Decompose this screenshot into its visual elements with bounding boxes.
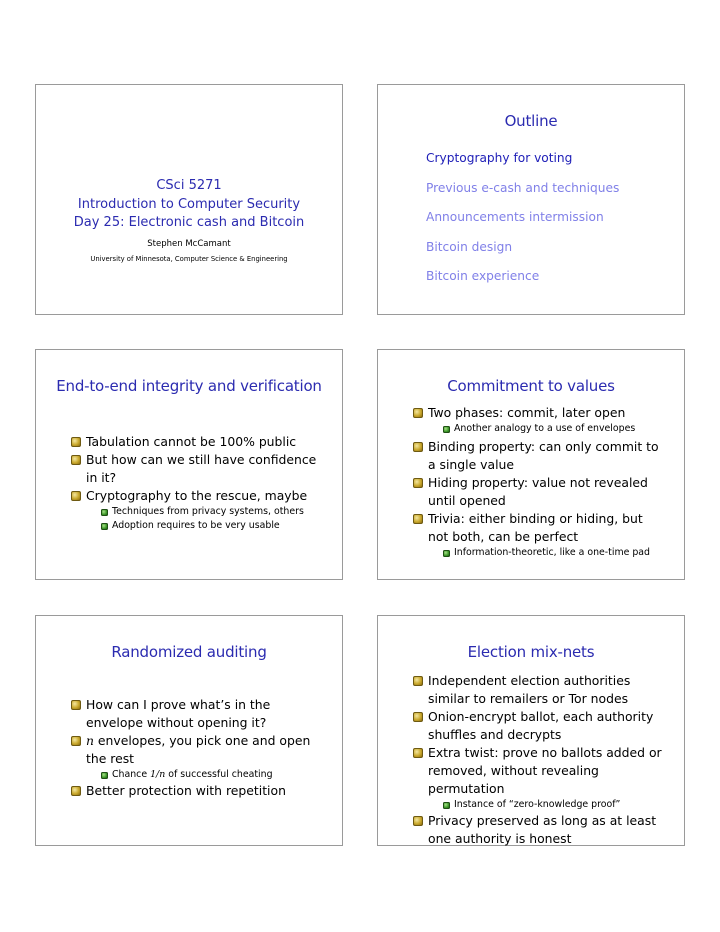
list-item: Privacy preserved as long as at least one authority is honest	[413, 812, 663, 848]
sub-list-item: Another analogy to a use of envelopes	[413, 422, 663, 436]
sub-list-item: Techniques from privacy systems, others	[71, 505, 321, 519]
sub-bullet-icon	[443, 802, 450, 809]
bullet-icon	[413, 478, 423, 488]
slide-commitment	[377, 349, 685, 580]
sub-list-item: Information-theoretic, like a one-time pad	[413, 546, 663, 560]
list-item: How can I prove what’s in the envelope without opening it?	[71, 696, 321, 732]
math-variable: n	[86, 733, 94, 748]
bullet-icon	[413, 712, 423, 722]
outline-item: Bitcoin design	[426, 239, 513, 254]
list-item: Onion-encrypt ballot, each authority shuffles and decrypts	[413, 708, 663, 744]
sub-list-item: Chance 1/n of successful cheating	[71, 768, 321, 782]
outline-item: Bitcoin experience	[426, 269, 540, 284]
list-item: But how can we still have confidence in it?	[71, 451, 321, 487]
sub-list-item: Instance of “zero-knowledge proof”	[413, 798, 663, 812]
author: Stephen McCamant	[147, 238, 231, 249]
slide-heading: Commitment to values	[447, 377, 615, 395]
bullet-icon	[413, 676, 423, 686]
slide-heading: Randomized auditing	[111, 643, 267, 661]
list-item: Independent election authorities similar to remailers or Tor nodes	[413, 672, 663, 708]
slide-title	[35, 84, 343, 315]
sub-bullet-icon	[443, 550, 450, 557]
math-fraction: 1/n	[150, 769, 166, 780]
bullet-icon	[413, 816, 423, 826]
bullet-icon	[71, 491, 81, 501]
slide-auditing	[35, 615, 343, 846]
bullet-list	[413, 404, 663, 560]
bullet-icon	[71, 786, 81, 796]
bullet-icon	[71, 455, 81, 465]
bullet-icon	[71, 736, 81, 746]
slide-heading: Outline	[504, 112, 558, 130]
slide-outline	[377, 84, 685, 315]
bullet-icon	[413, 748, 423, 758]
outline-item: Previous e-cash and techniques	[426, 180, 620, 195]
slide-mixnets	[377, 615, 685, 846]
slide-heading: End-to-end integrity and verification	[56, 377, 322, 395]
title-block	[36, 177, 342, 263]
bullet-list	[71, 433, 321, 533]
course-number: CSci 5271	[156, 178, 222, 193]
list-item: Extra twist: prove no ballots added or removed, without revealing permutation	[413, 744, 663, 798]
slide-heading: Election mix-nets	[467, 643, 595, 661]
list-item: Tabulation cannot be 100% public	[71, 433, 321, 451]
sub-bullet-icon	[101, 523, 108, 530]
sub-bullet-icon	[101, 509, 108, 516]
lecture-title: Day 25: Electronic cash and Bitcoin	[73, 215, 305, 230]
outline-item: Announcements intermission	[426, 210, 604, 225]
list-item: Two phases: commit, later open	[413, 404, 663, 422]
bullet-list	[413, 672, 663, 848]
list-item: Cryptography to the rescue, maybe	[71, 487, 321, 505]
list-item: Hiding property: value not revealed until opened	[413, 474, 663, 510]
bullet-icon	[71, 700, 81, 710]
sub-bullet-icon	[443, 426, 450, 433]
outline-list	[426, 151, 619, 299]
bullet-icon	[413, 514, 423, 524]
list-item: Trivia: either binding or hiding, but not both, can be perfect	[413, 510, 663, 546]
list-item: Better protection with repetition	[71, 782, 321, 800]
bullet-list	[71, 696, 321, 800]
bullet-icon	[413, 408, 423, 418]
sub-list-item: Adoption requires to be very usable	[71, 519, 321, 533]
bullet-icon	[413, 442, 423, 452]
affiliation: University of Minnesota, Computer Science & Engineering	[90, 254, 288, 263]
slide-e2e	[35, 349, 343, 580]
sub-bullet-icon	[101, 772, 108, 779]
course-title: Introduction to Computer Security	[77, 196, 301, 212]
list-item: n envelopes, you pick one and open the rest	[71, 732, 321, 768]
list-item: Binding property: can only commit to a single value	[413, 438, 663, 474]
bullet-icon	[71, 437, 81, 447]
outline-item-current: Cryptography for voting	[426, 151, 573, 165]
